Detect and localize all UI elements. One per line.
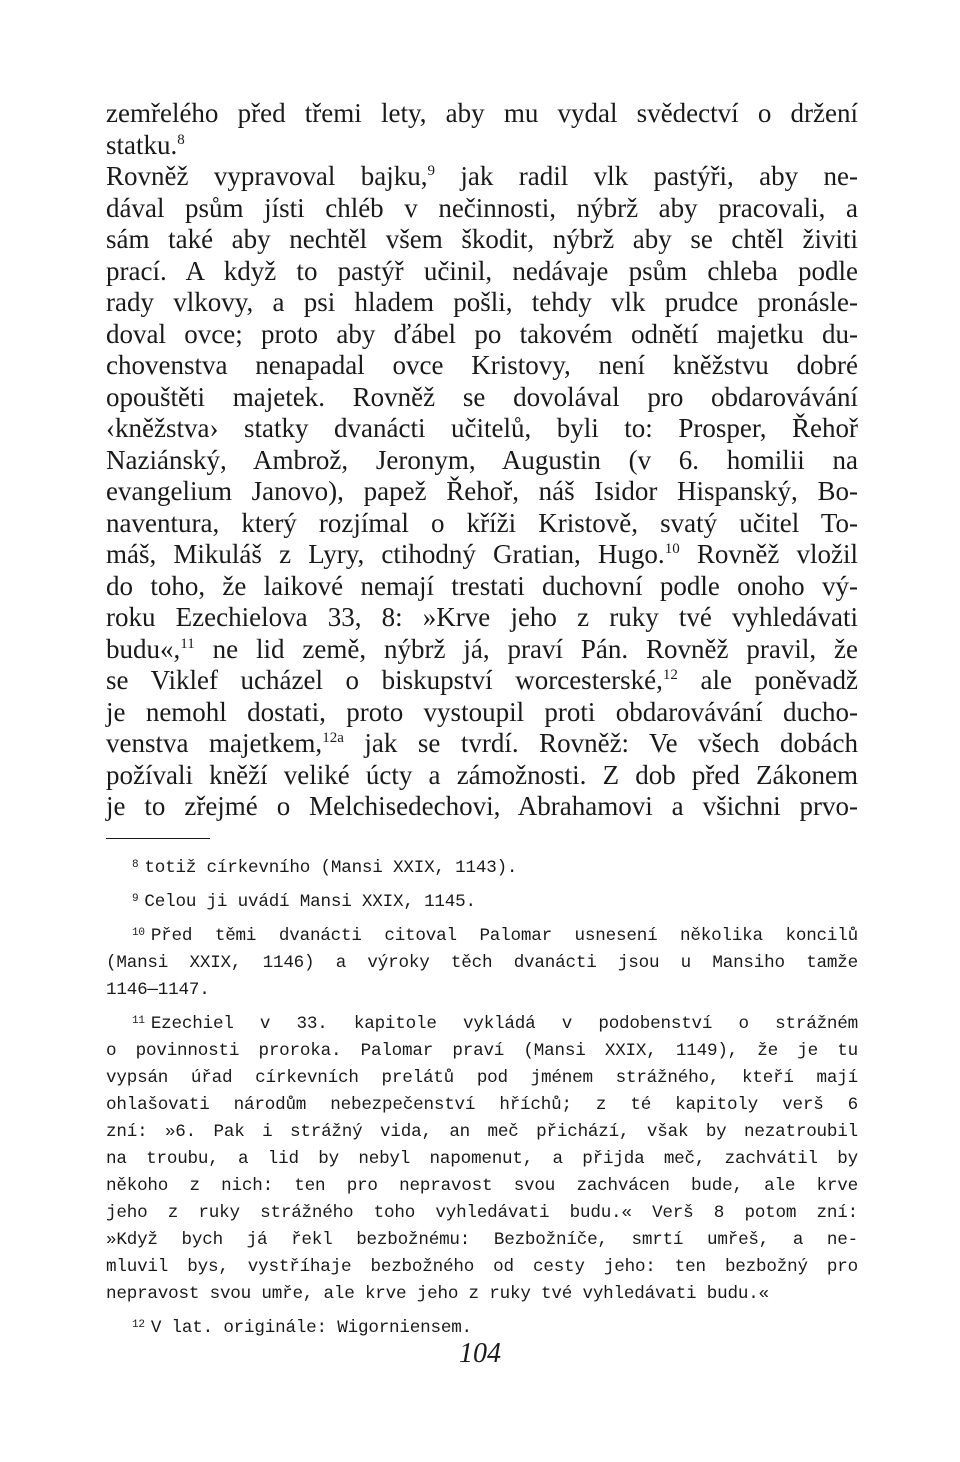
body-line-text: chovenstva nenapadal ovce Kristovy, není kněžstvu dobré bbox=[106, 350, 858, 380]
body-line bbox=[106, 697, 858, 729]
footnote-text: někoho z nich: ten pro nepravost svou zachvácen bude, ale krve bbox=[106, 1176, 858, 1196]
body-line bbox=[106, 602, 858, 634]
footnote-line bbox=[106, 977, 858, 1004]
body-line-text: je nemohl dostati, proto vystoupil proti obdarovávání ducho- bbox=[106, 696, 858, 727]
body-line bbox=[106, 476, 858, 508]
footnote-line bbox=[106, 1281, 858, 1308]
body-line-text: venstva majetkem, bbox=[106, 728, 323, 758]
body-line bbox=[106, 760, 858, 792]
body-line-text: statku. bbox=[106, 129, 178, 160]
body-line-text: jak se tvrdí. Rovněž: Ve všech dobách bbox=[343, 728, 858, 758]
footnote-text: »Když bych já řekl bezbožnému: Bezbožníče, smrtí umřeš, a ne- bbox=[106, 1230, 858, 1250]
footnote-text: o povinnosti proroka. Palomar praví (Mansi XXIX, 1149), že je tu bbox=[106, 1041, 858, 1061]
footnote-line bbox=[106, 1227, 858, 1254]
body-line bbox=[106, 508, 858, 540]
body-line bbox=[106, 193, 858, 225]
body-text bbox=[106, 98, 858, 823]
body-line-text: opouštěti majetek. Rovněž se dovolával pro obdarovávání bbox=[106, 381, 858, 412]
body-line bbox=[106, 319, 858, 351]
footnote-reference: 11 bbox=[180, 635, 195, 652]
body-line-text: ale poněvadž bbox=[677, 665, 859, 695]
footnote-number: 10 bbox=[132, 927, 145, 939]
footnote-text: (Mansi XXIX, 1146) a výroky těch dvanácti jsou u Mansiho tamže bbox=[106, 953, 858, 973]
body-line bbox=[106, 382, 858, 414]
footnote-line bbox=[106, 950, 858, 977]
body-line-text: jak radil vlk pastýři, aby ne- bbox=[434, 161, 858, 191]
body-line-text: Naziánský, Ambrož, Jeronym, Augustin (v 6. homilii na bbox=[106, 444, 858, 475]
body-line-text: požívali kněží veliké úcty a zámožnosti. Z dob před Zákonem bbox=[106, 759, 858, 790]
footnote-number: 11 bbox=[132, 1015, 145, 1027]
footnote-text: Před těmi dvanácti citoval Palomar usnesení několika koncilů bbox=[150, 926, 858, 946]
footnote-text: 1146—1147. bbox=[106, 980, 210, 1000]
footnote bbox=[106, 852, 858, 882]
page-number: 104 bbox=[459, 1338, 501, 1369]
body-line bbox=[106, 665, 858, 697]
body-line-text: budu«, bbox=[106, 633, 181, 664]
footnote-line bbox=[106, 1173, 858, 1200]
body-line-text: ne lid země, nýbrž já, praví Pán. Rovněž pravil, že bbox=[194, 633, 858, 664]
footnote-text: mluvil bys, vystříhaje bezbožného od cesty jeho: ten bezbožný pro bbox=[106, 1257, 858, 1277]
footnote-line bbox=[106, 1038, 858, 1065]
body-line bbox=[106, 350, 858, 382]
body-line-text: dával psům jísti chléb v nečinnosti, nýbrž aby pracovali, a bbox=[106, 192, 858, 223]
body-line-text: doval ovce; proto aby ďábel po takovém odnětí majetku du- bbox=[106, 318, 858, 349]
footnote-text: Celou ji uvádí Mansi XXIX, 1145. bbox=[144, 892, 476, 912]
body-line bbox=[106, 728, 858, 760]
body-line-text: zemřelého před třemi lety, aby mu vydal svědectví o držení bbox=[106, 98, 858, 128]
footnote-text: Ezechiel v 33. kapitole vykládá v podobenství o strážném bbox=[150, 1014, 858, 1034]
body-line bbox=[106, 539, 858, 571]
footnote-text: nepravost svou umře, ale krve jeho z ruky tvé vyhledávati budu.« bbox=[106, 1284, 769, 1304]
body-line-text: prací. A když to pastýř učinil, nedávaje psům chleba podle bbox=[106, 255, 858, 286]
body-line-text: rady vlkovy, a psi hladem pošli, tehdy vlk prudce pronásle- bbox=[106, 287, 858, 317]
footnote-text: na troubu, a lid by nebyl napomenut, a přijda meč, zachvátil by bbox=[106, 1149, 858, 1169]
body-line bbox=[106, 791, 858, 823]
footnote bbox=[106, 920, 858, 1004]
footnote-line bbox=[106, 1065, 858, 1092]
body-line bbox=[106, 287, 858, 319]
footnotes bbox=[106, 852, 858, 1346]
footnote bbox=[106, 886, 858, 916]
footnote-line bbox=[106, 920, 858, 950]
body-line-text: Rovněž vložil bbox=[679, 539, 858, 569]
body-line-text: ‹kněžstva› statky dvanácti učitelů, byli to: Prosper, Řehoř bbox=[106, 413, 858, 443]
footnote-line bbox=[106, 1200, 858, 1227]
body-line bbox=[106, 98, 858, 130]
footnote-text: totiž církevního (Mansi XXIX, 1143). bbox=[144, 858, 518, 878]
footnote-number: 12 bbox=[132, 1319, 145, 1331]
footnote-line bbox=[106, 852, 858, 882]
footnote-line bbox=[106, 1119, 858, 1146]
footnote-reference: 8 bbox=[177, 131, 185, 148]
body-line-text: roku Ezechielova 33, 8: »Krve jeho z ruky tvé vyhledávati bbox=[106, 602, 858, 632]
body-line bbox=[106, 130, 858, 162]
body-line bbox=[106, 413, 858, 445]
footnote-line bbox=[106, 1008, 858, 1038]
footnote-number: 8 bbox=[132, 859, 139, 871]
footnote-text: V lat. originále: Wigorniensem. bbox=[150, 1318, 472, 1338]
body-line bbox=[106, 571, 858, 603]
footnote-line bbox=[106, 886, 858, 916]
footnote-separator bbox=[106, 838, 210, 839]
body-line-text: evangelium Janovo), papež Řehoř, náš Isidor Hispanský, Bo- bbox=[106, 476, 858, 506]
footnote-number: 9 bbox=[132, 893, 139, 905]
footnote-line bbox=[106, 1092, 858, 1119]
body-line-text: naventura, který rozjímal o kříži Kristově, svatý učitel To- bbox=[106, 507, 858, 538]
footnote-reference: 12a bbox=[322, 730, 344, 746]
footnote-reference: 10 bbox=[664, 541, 680, 557]
body-line-text: sám také aby nechtěl všem škodit, nýbrž aby se chtěl živiti bbox=[106, 224, 858, 254]
footnote-reference: 9 bbox=[427, 163, 435, 179]
body-line bbox=[106, 256, 858, 288]
body-line bbox=[106, 445, 858, 477]
footnote bbox=[106, 1008, 858, 1308]
footnote-text: ohlašovati národům nebezpečenství hříchů; z té kapitoly verš 6 bbox=[106, 1095, 858, 1115]
body-line bbox=[106, 224, 858, 256]
body-line-text: máš, Mikuláš z Lyry, ctihodný Gratian, Hugo. bbox=[106, 539, 665, 569]
body-line-text: se Viklef ucházel o biskupství worcesterské, bbox=[106, 665, 663, 695]
footnote-line bbox=[106, 1146, 858, 1173]
footnote-text: vypsán úřad církevních prelátů pod jménem strážného, kteří mají bbox=[106, 1068, 858, 1088]
footnote-line bbox=[106, 1254, 858, 1281]
body-line-text: je to zřejmé o Melchisedechovi, Abrahamovi a všichni prvo- bbox=[106, 791, 858, 821]
body-line-text: Rovněž vypravoval bajku, bbox=[106, 161, 428, 191]
body-line-text: do toho, že laikové nemají trestati duchovní podle onoho vý- bbox=[106, 570, 858, 601]
body-line bbox=[106, 634, 858, 666]
body-line bbox=[106, 161, 858, 193]
footnote-text: zní: »6. Pak i strážný vida, an meč přichází, však by nezatroubil bbox=[106, 1122, 858, 1142]
footnote-reference: 12 bbox=[662, 667, 678, 683]
footnote-text: jeho z ruky strážného toho vyhledávati budu.« Verš 8 potom zní: bbox=[106, 1203, 858, 1223]
